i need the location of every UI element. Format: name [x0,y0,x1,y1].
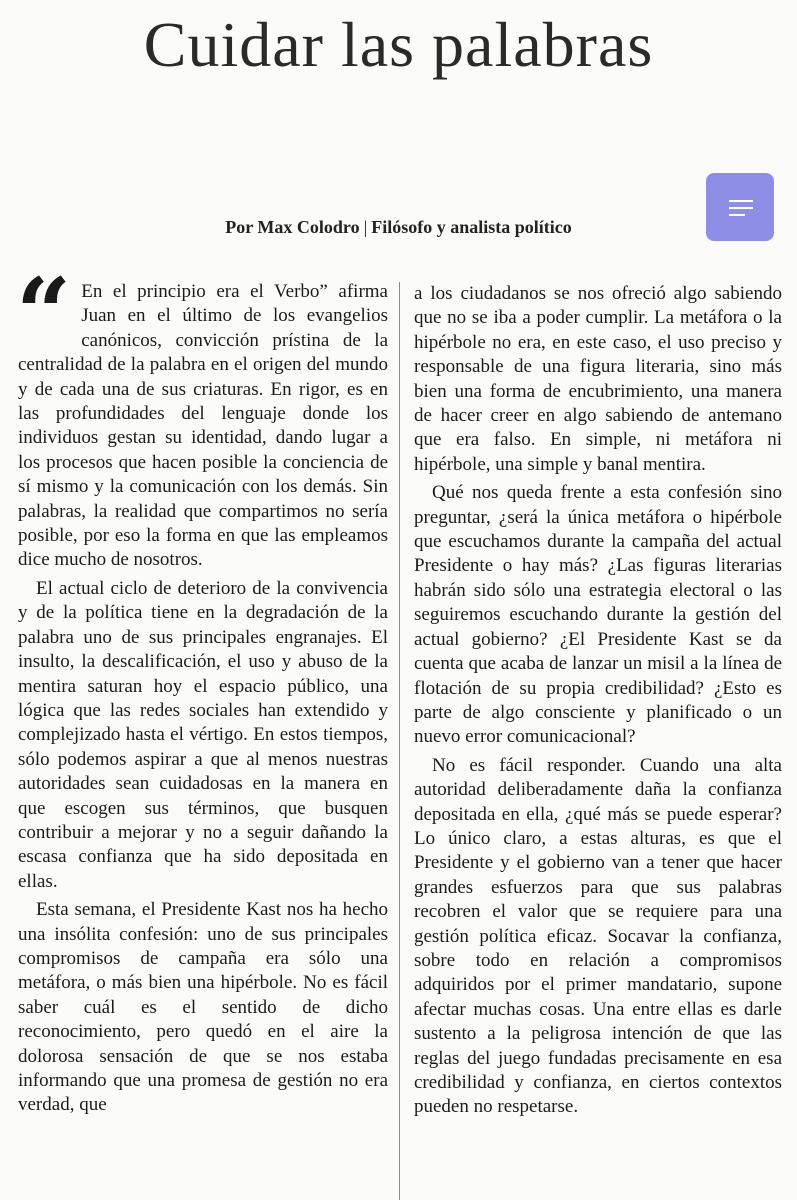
article-title: Cuidar las palabras [143,9,654,80]
paragraph: a los ciudadanos se nos ofreció algo sabiendo que no se iba a poder cumplir. La metáfora o la hipérbole no era, en este caso, el uso preciso y responsable de una figura literaria, sino más bien una forma de encubrimiento, una manera de hacer creer en algo sabiendo de antemano que era falso. En simple, ni metáfora ni hipérbole, una simple y banal mentira. [414,283,782,475]
author-role: Filósofo y analista político [371,217,572,237]
opening-quote-mark: “ [16,257,72,370]
paragraph: Esta semana, el Presidente Kast nos ha hecho una insólita confesión: uno de sus principales compromisos de campaña era sólo una metáfora, o más bien una hipérbole. No es fácil saber cuál es el sentido de dicho reconocimiento, pero quedó en el aire la dolorosa sensación de que se nos estaba informando que una promesa de gestión no era verdad, que [18,899,388,1116]
byline [0,217,797,238]
paragraph: Qué nos queda frente a esta confesión sino preguntar, ¿será la única metáfora o hipérbole que escuchamos durante la campaña del actual Presidente o hay más? ¿Las figuras literarias habrán sido sólo una estrategia electoral o las seguiremos escuchando durante la gestión del actual gobierno? ¿El Presidente Kast se da cuenta que acaba de lanzar un misil a la línea de flotación de su propia credibilidad? ¿Esto es parte de algo consciente y planificado o un nuevo error comunicacional? [414,482,782,748]
paragraph: “ En el principio era el Verbo” afirma Juan en el último de los evangelios canónicos, convicción prístina de la centralidad de la palabra en el origen del mundo y de cada una de sus criaturas. En rigor, es en las profundidades del lenguaje donde los individuos gestan su identidad, dando lugar a los procesos que hacen posible la conciencia de sí mismo y la comunicación con los demás. Sin palabras, la realidad que compartimos no sería posible, por eso la forma en que las empleamos dice mucho de nosotros. [16,257,388,571]
column-divider [399,282,400,1200]
paragraph: El actual ciclo de deterioro de la convivencia y de la política tiene en la degradación de la palabra uno de sus principales engranajes. El insulto, la descalificación, el uso y abuso de la mentira saturan hoy el espacio público, una lógica que las redes sociales han extendido y complejizado hasta el vértigo. En estos tiempos, sólo podemos aspirar a que al menos nuestras autoridades sean cuidadosas en la manera en que escogen sus términos, que busquen contribuir a mejorar y no a seguir dañando la escasa confianza que ha sido depositada en ellas. [18,577,388,892]
right-column [414,282,782,1124]
byline-separator: | [363,217,368,237]
author-name: Por Max Colodro [225,217,360,237]
paragraph: No es fácil responder. Cuando una alta autoridad deliberadamente daña la confianza depositada en ella, ¿qué más se puede esperar? Lo único claro, a estas alturas, es que el Presidente y el gobierno van a tener que hacer grandes esfuerzos para que sus palabras recobren el valor que se requiere para una gestión política eficaz. Socavar la confianza, sobre todo en relación a compromisos adquiridos por el primer mandatario, supone afectar muchas cosas. Una entre ellas es darle sustento a la peligrosa intención de que las reglas del juego fundadas precisamente en esa credibilidad y confianza, en ciertos contextos pueden no respetarse. [414,754,782,1118]
left-column [16,257,388,1122]
